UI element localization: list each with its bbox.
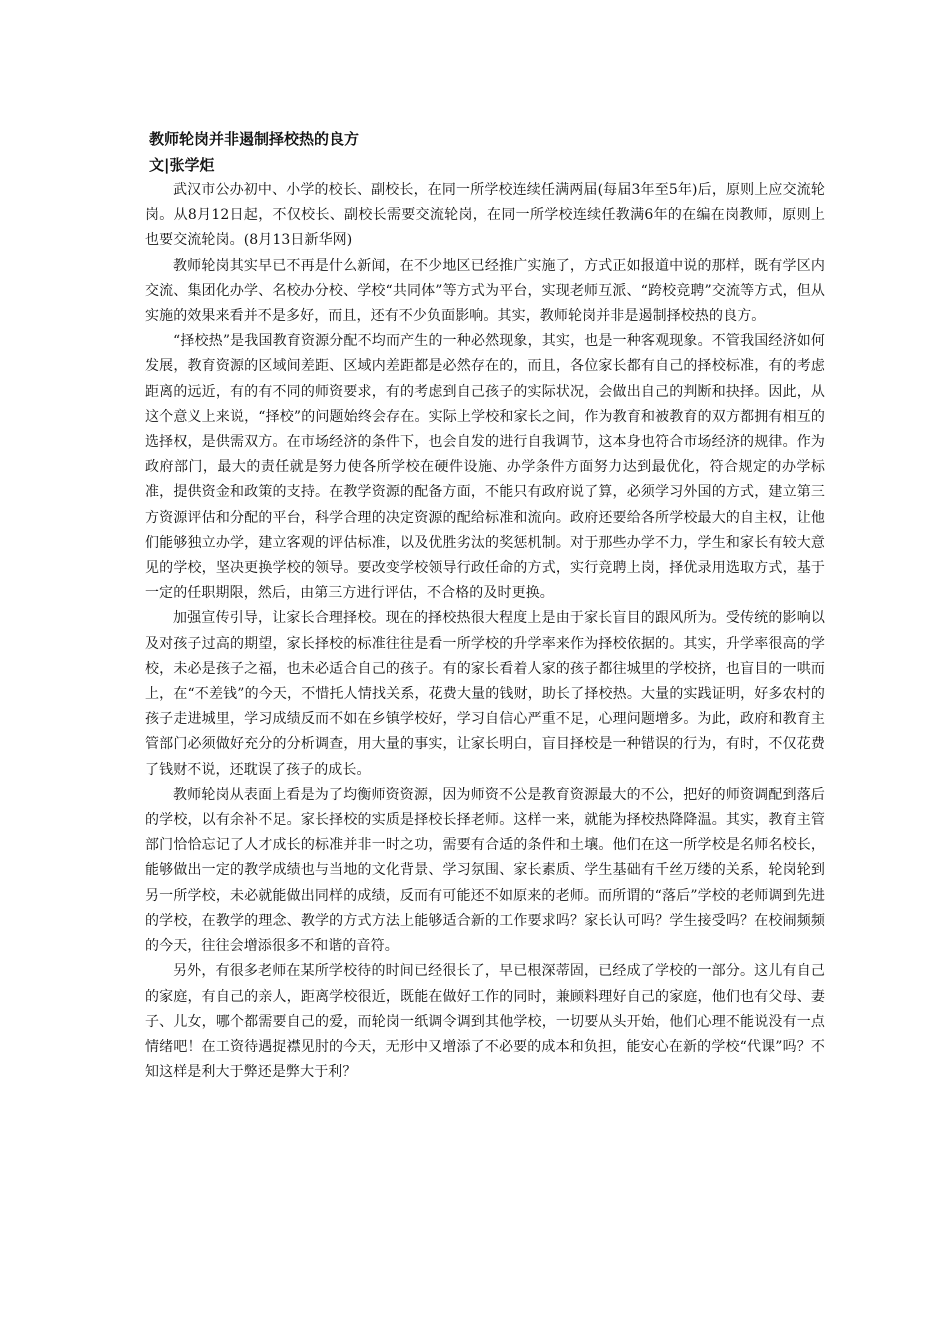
paragraph-5: 教师轮岗从表面上看是为了均衡师资资源，因为师资不公是教育资源最大的不公，把好的师资调配到落后的学校，以有余补不足。家长择校的实质是择校长择老师。这样一来，就能为择校热降降温。其实，教育主管部门恰恰忘记了人才成长的标准并非一时之功，需要有合适的条件和土壤。他们在这一所学校是名师名校长，能够做出一定的教学成绩也与当地的文化背景、学习氛围、家长素质、学生基础有千丝万缕的关系，轮岗轮到另一所学校，未必就能做出同样的成绩，反而有可能还不如原来的老师。而所谓的“落后”学校的老师调到先进的学校，在教学的理念、教学的方式方法上能够适合新的工作要求吗？家长认可吗？学生接受吗？在校闹频频的今天，往往会增添很多不和谐的音符。 bbox=[145, 786, 825, 955]
paragraph-2: 教师轮岗其实早已不再是什么新闻，在不少地区已经推广实施了，方式正如报道中说的那样，既有学区内交流、集团化办学、名校办分校、学校“共同体”等方式为平台，实现老师互派、“跨校竞聘”交流等方式，但从实施的效果来看并不是多好，而且，还有不少负面影响。其实，教师轮岗并非是遏制择校热的良方。 bbox=[145, 257, 825, 325]
paragraph-3: “择校热”是我国教育资源分配不均而产生的一种必然现象，其实，也是一种客观现象。不管我国经济如何发展，教育资源的区域间差距、区域内差距都是必然存在的，而且，各位家长都有自己的择校标准，有的考虑距离的远近，有的有不同的师资要求，有的考虑到自己孩子的实际状况，会做出自己的判断和抉择。因此，从这个意义上来说，“择校”的问题始终会存在。实际上学校和家长之间，作为教育和被教育的双方都拥有相互的选择权，是供需双方。在市场经济的条件下，也会自发的进行自我调节，这本身也符合市场经济的规律。作为政府部门，最大的责任就是努力使各所学校在硬件设施、办学条件方面努力达到最优化，符合规定的办学标准，提供资金和政策的支持。在教学资源的配备方面，不能只有政府说了算，必须学习外国的方式，建立第三方资源评估和分配的平台，科学合理的决定资源的配给标准和流向。政府还要给各所学校最大的自主权，让他们能够独立办学，建立客观的评估标准，以及优胜劣汰的奖惩机制。对于那些办学不力，学生和家长有较大意见的学校，坚决更换学校的领导。要改变学校领导行政任命的方式，实行竞聘上岗，择优录用选取方式，基于一定的任职期限，然后，由第三方进行评估，不合格的及时更换。 bbox=[145, 333, 825, 602]
article-author: 文|张学炬 bbox=[149, 156, 215, 174]
article bbox=[145, 118, 825, 1085]
paragraph-1: 武汉市公办初中、小学的校长、副校长，在同一所学校连续任满两届(每届3年至5年)后，原则上应交流轮岗。从8月12日起，不仅校长、副校长需要交流轮岗，在同一所学校连续任教满6年的在编在岗教师，原则上也要交流轮岗。(8月13日新华网) bbox=[145, 182, 825, 249]
paragraph-4: 加强宣传引导，让家长合理择校。现在的择校热很大程度上是由于家长盲目的跟风所为。受传统的影响以及对孩子过高的期望，家长择校的标准往往是看一所学校的升学率来作为择校依据的。其实，升学率很高的学校，未必是孩子之福，也未必适合自己的孩子。有的家长看着人家的孩子都往城里的学校挤，也盲目的一哄而上，在“不差钱”的今天，不惜托人情找关系，花费大量的钱财，助长了择校热。大量的实践证明，好多农村的孩子走进城里，学习成绩反而不如在乡镇学校好，学习自信心严重不足，心理问题增多。为此，政府和教育主管部门必须做好充分的分析调查，用大量的事实，让家长明白，盲目择校是一种错误的行为，有时，不仅花费了钱财不说，还耽误了孩子的成长。 bbox=[145, 610, 825, 778]
article-title: 教师轮岗并非遏制择校热的良方 bbox=[149, 130, 360, 148]
paragraph-6: 另外，有很多老师在某所学校待的时间已经很长了，早已根深蒂固，已经成了学校的一部分。这儿有自己的家庭，有自己的亲人，距离学校很近，既能在做好工作的同时，兼顾料理好自己的家庭，他们也有父母、妻子、儿女，哪个都需要自己的爱，而轮岗一纸调令调到其他学校，一切要从头开始，他们心理不能说没有一点情绪吧！在工资待遇捉襟见肘的今天，无形中又增添了不必要的成本和负担，能安心在新的学校“代课”吗？不知这样是利大于弊还是弊大于利？ bbox=[145, 963, 825, 1081]
